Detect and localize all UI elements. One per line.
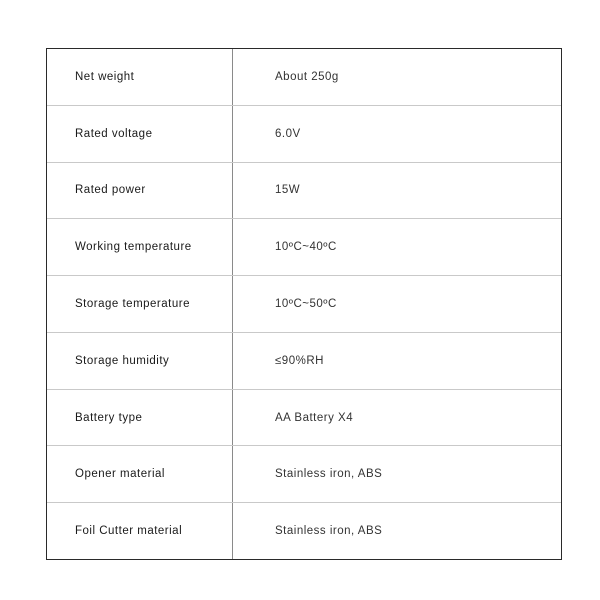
spec-value: ≤90%RH [275,354,324,367]
spec-label: Storage temperature [47,276,233,332]
spec-row-opener-material [47,446,561,503]
spec-table [46,48,562,560]
spec-value: 10ºC~50ºC [275,298,337,311]
spec-row-net-weight [47,49,561,106]
spec-value: Stainless iron, ABS [275,525,383,538]
spec-value: 10ºC~40ºC [275,241,337,254]
spec-label: Storage humidity [47,333,233,389]
spec-value: 15W [275,184,301,197]
spec-label: Rated voltage [47,106,233,162]
spec-row-storage-humidity [47,333,561,390]
spec-row-working-temperature [47,219,561,276]
spec-row-storage-temperature [47,276,561,333]
spec-label: Foil Cutter material [47,503,233,559]
spec-value: 6.0V [275,127,301,140]
spec-label: Working temperature [47,219,233,275]
spec-label: Opener material [47,446,233,502]
spec-row-battery-type [47,390,561,447]
spec-value: AA Battery X4 [275,411,354,424]
spec-label: Net weight [47,49,233,105]
spec-row-rated-voltage [47,106,561,163]
spec-row-rated-power [47,163,561,220]
spec-row-foil-cutter-material [47,503,561,559]
spec-label: Rated power [47,163,233,219]
spec-value: About 250g [275,70,339,83]
spec-value: Stainless iron, ABS [275,468,383,481]
spec-label: Battery type [47,390,233,446]
